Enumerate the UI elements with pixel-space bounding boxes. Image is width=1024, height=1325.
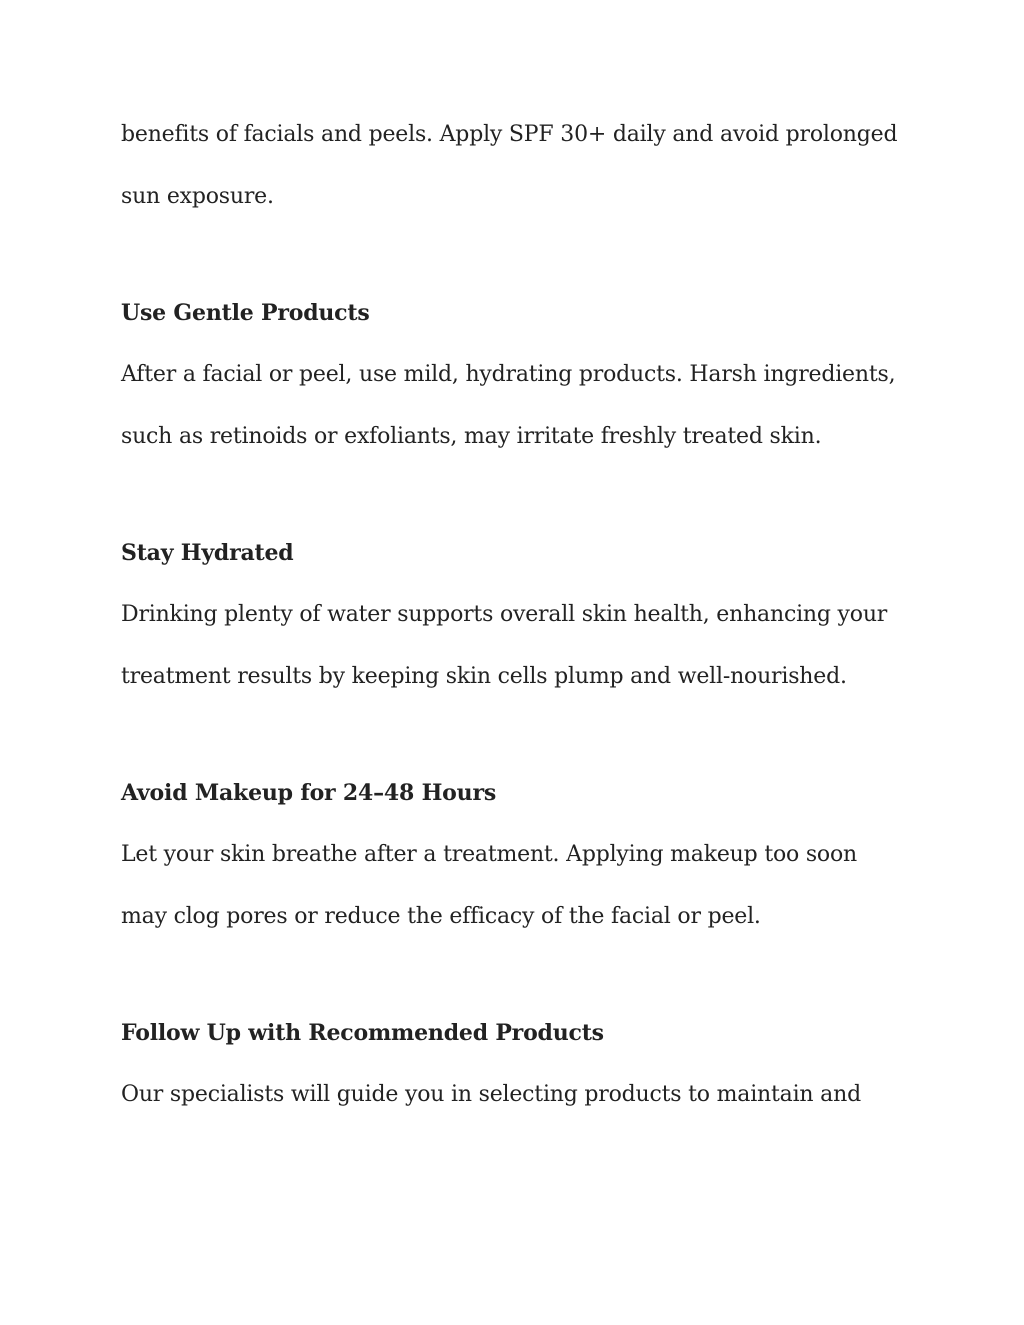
section-gentle-products-line-1: After a facial or peel, use mild, hydrating products. Harsh ingredients,	[121, 362, 896, 387]
section-avoid-makeup-line-1: Let your skin breathe after a treatment. Applying makeup too soon	[121, 842, 857, 867]
section-heading-avoid-makeup: Avoid Makeup for 24–48 Hours	[121, 780, 497, 806]
section-stay-hydrated-line-2: treatment results by keeping skin cells plump and well-nourished.	[121, 664, 847, 689]
intro-line-1: benefits of facials and peels. Apply SPF 30+ daily and avoid prolonged	[121, 122, 898, 147]
section-stay-hydrated-line-1: Drinking plenty of water supports overall skin health, enhancing your	[121, 602, 888, 627]
intro-line-2: sun exposure.	[121, 184, 274, 209]
section-gentle-products-line-2: such as retinoids or exfoliants, may irritate freshly treated skin.	[121, 424, 822, 449]
section-heading-gentle-products: Use Gentle Products	[121, 300, 370, 326]
section-heading-stay-hydrated: Stay Hydrated	[121, 540, 294, 566]
section-avoid-makeup-line-2: may clog pores or reduce the efficacy of the facial or peel.	[121, 904, 761, 929]
section-heading-follow-up: Follow Up with Recommended Products	[121, 1020, 604, 1046]
section-follow-up-line-1: Our specialists will guide you in selecting products to maintain and	[121, 1082, 861, 1107]
